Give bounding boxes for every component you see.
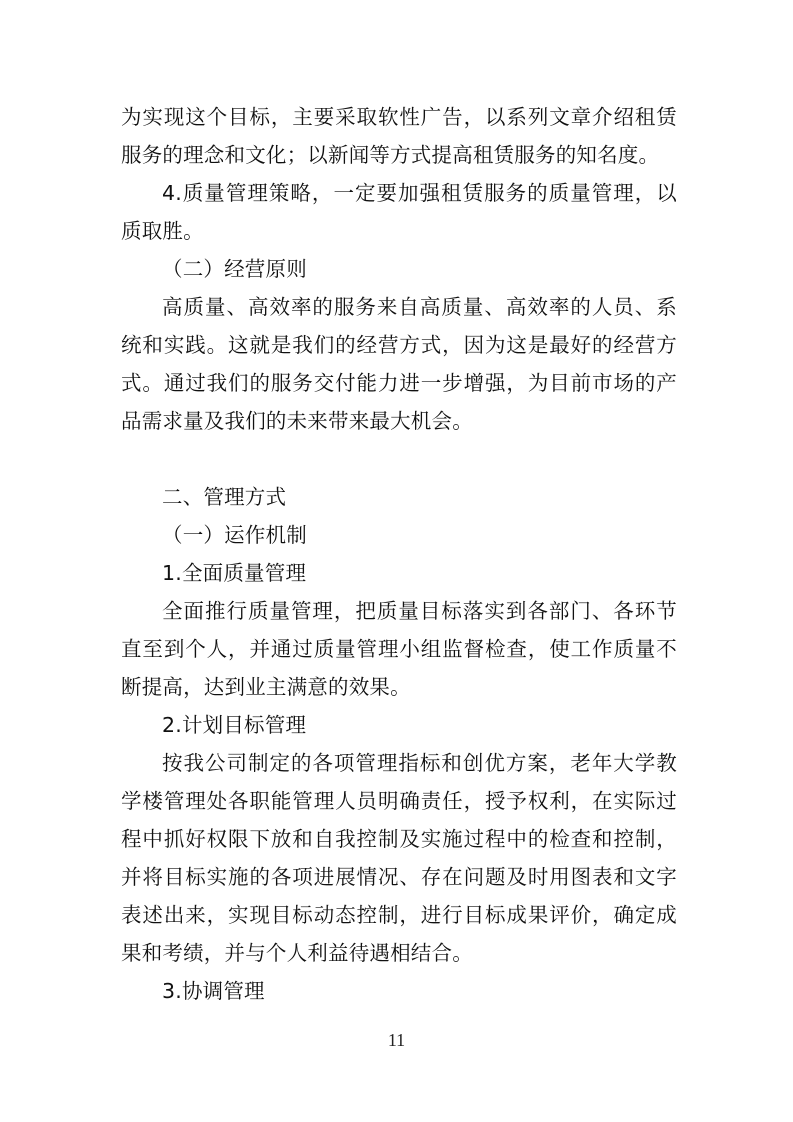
paragraph-quality-strategy: 4.质量管理策略，一定要加强租赁服务的质量管理，以质取胜。 (121, 181, 677, 243)
subsection-heading-operating-mechanism: （一）运作机制 (162, 523, 307, 547)
item-heading-total-quality-management: 1.全面质量管理 (162, 561, 307, 585)
item-heading-plan-objective-management: 2.计划目标管理 (162, 713, 307, 737)
paragraph-total-quality-management: 全面推行质量管理，把质量目标落实到各部门、各环节直至到个人，并通过质量管理小组监督检查，使工作质量不断提高，达到业主满意的效果。 (121, 599, 677, 699)
document-body (121, 98, 677, 1010)
section-spacer (121, 440, 677, 478)
paragraph-plan-objective-management: 按我公司制定的各项管理指标和创优方案，老年大学教学楼管理处各职能管理人员明确责任，授予权利，在实际过程中抓好权限下放和自我控制及实施过程中的检查和控制，并将目标实施的各项进展情况、存在问题及时用图表和文字表述出来，实现目标动态控制，进行目标成果评价，确定成果和考绩，并与个人利益待遇相结合。 (121, 751, 677, 965)
paragraph-intro-continued: 为实现这个目标，主要采取软性广告，以系列文章介绍租赁服务的理念和文化；以新闻等方式提高租赁服务的知名度。 (121, 105, 677, 167)
section-heading-operating-principles: （二）经营原则 (162, 257, 307, 281)
page-number: 11 (387, 1030, 406, 1050)
paragraph-operating-principles: 高质量、高效率的服务来自高质量、高效率的人员、系统和实践。这就是我们的经营方式，因为这是最好的经营方式。通过我们的服务交付能力进一步增强，为目前市场的产品需求量及我们的未来带来最大机会。 (121, 295, 677, 433)
item-heading-coordination-management: 3.协调管理 (162, 979, 265, 1003)
section-heading-management-method: 二、管理方式 (162, 485, 287, 509)
